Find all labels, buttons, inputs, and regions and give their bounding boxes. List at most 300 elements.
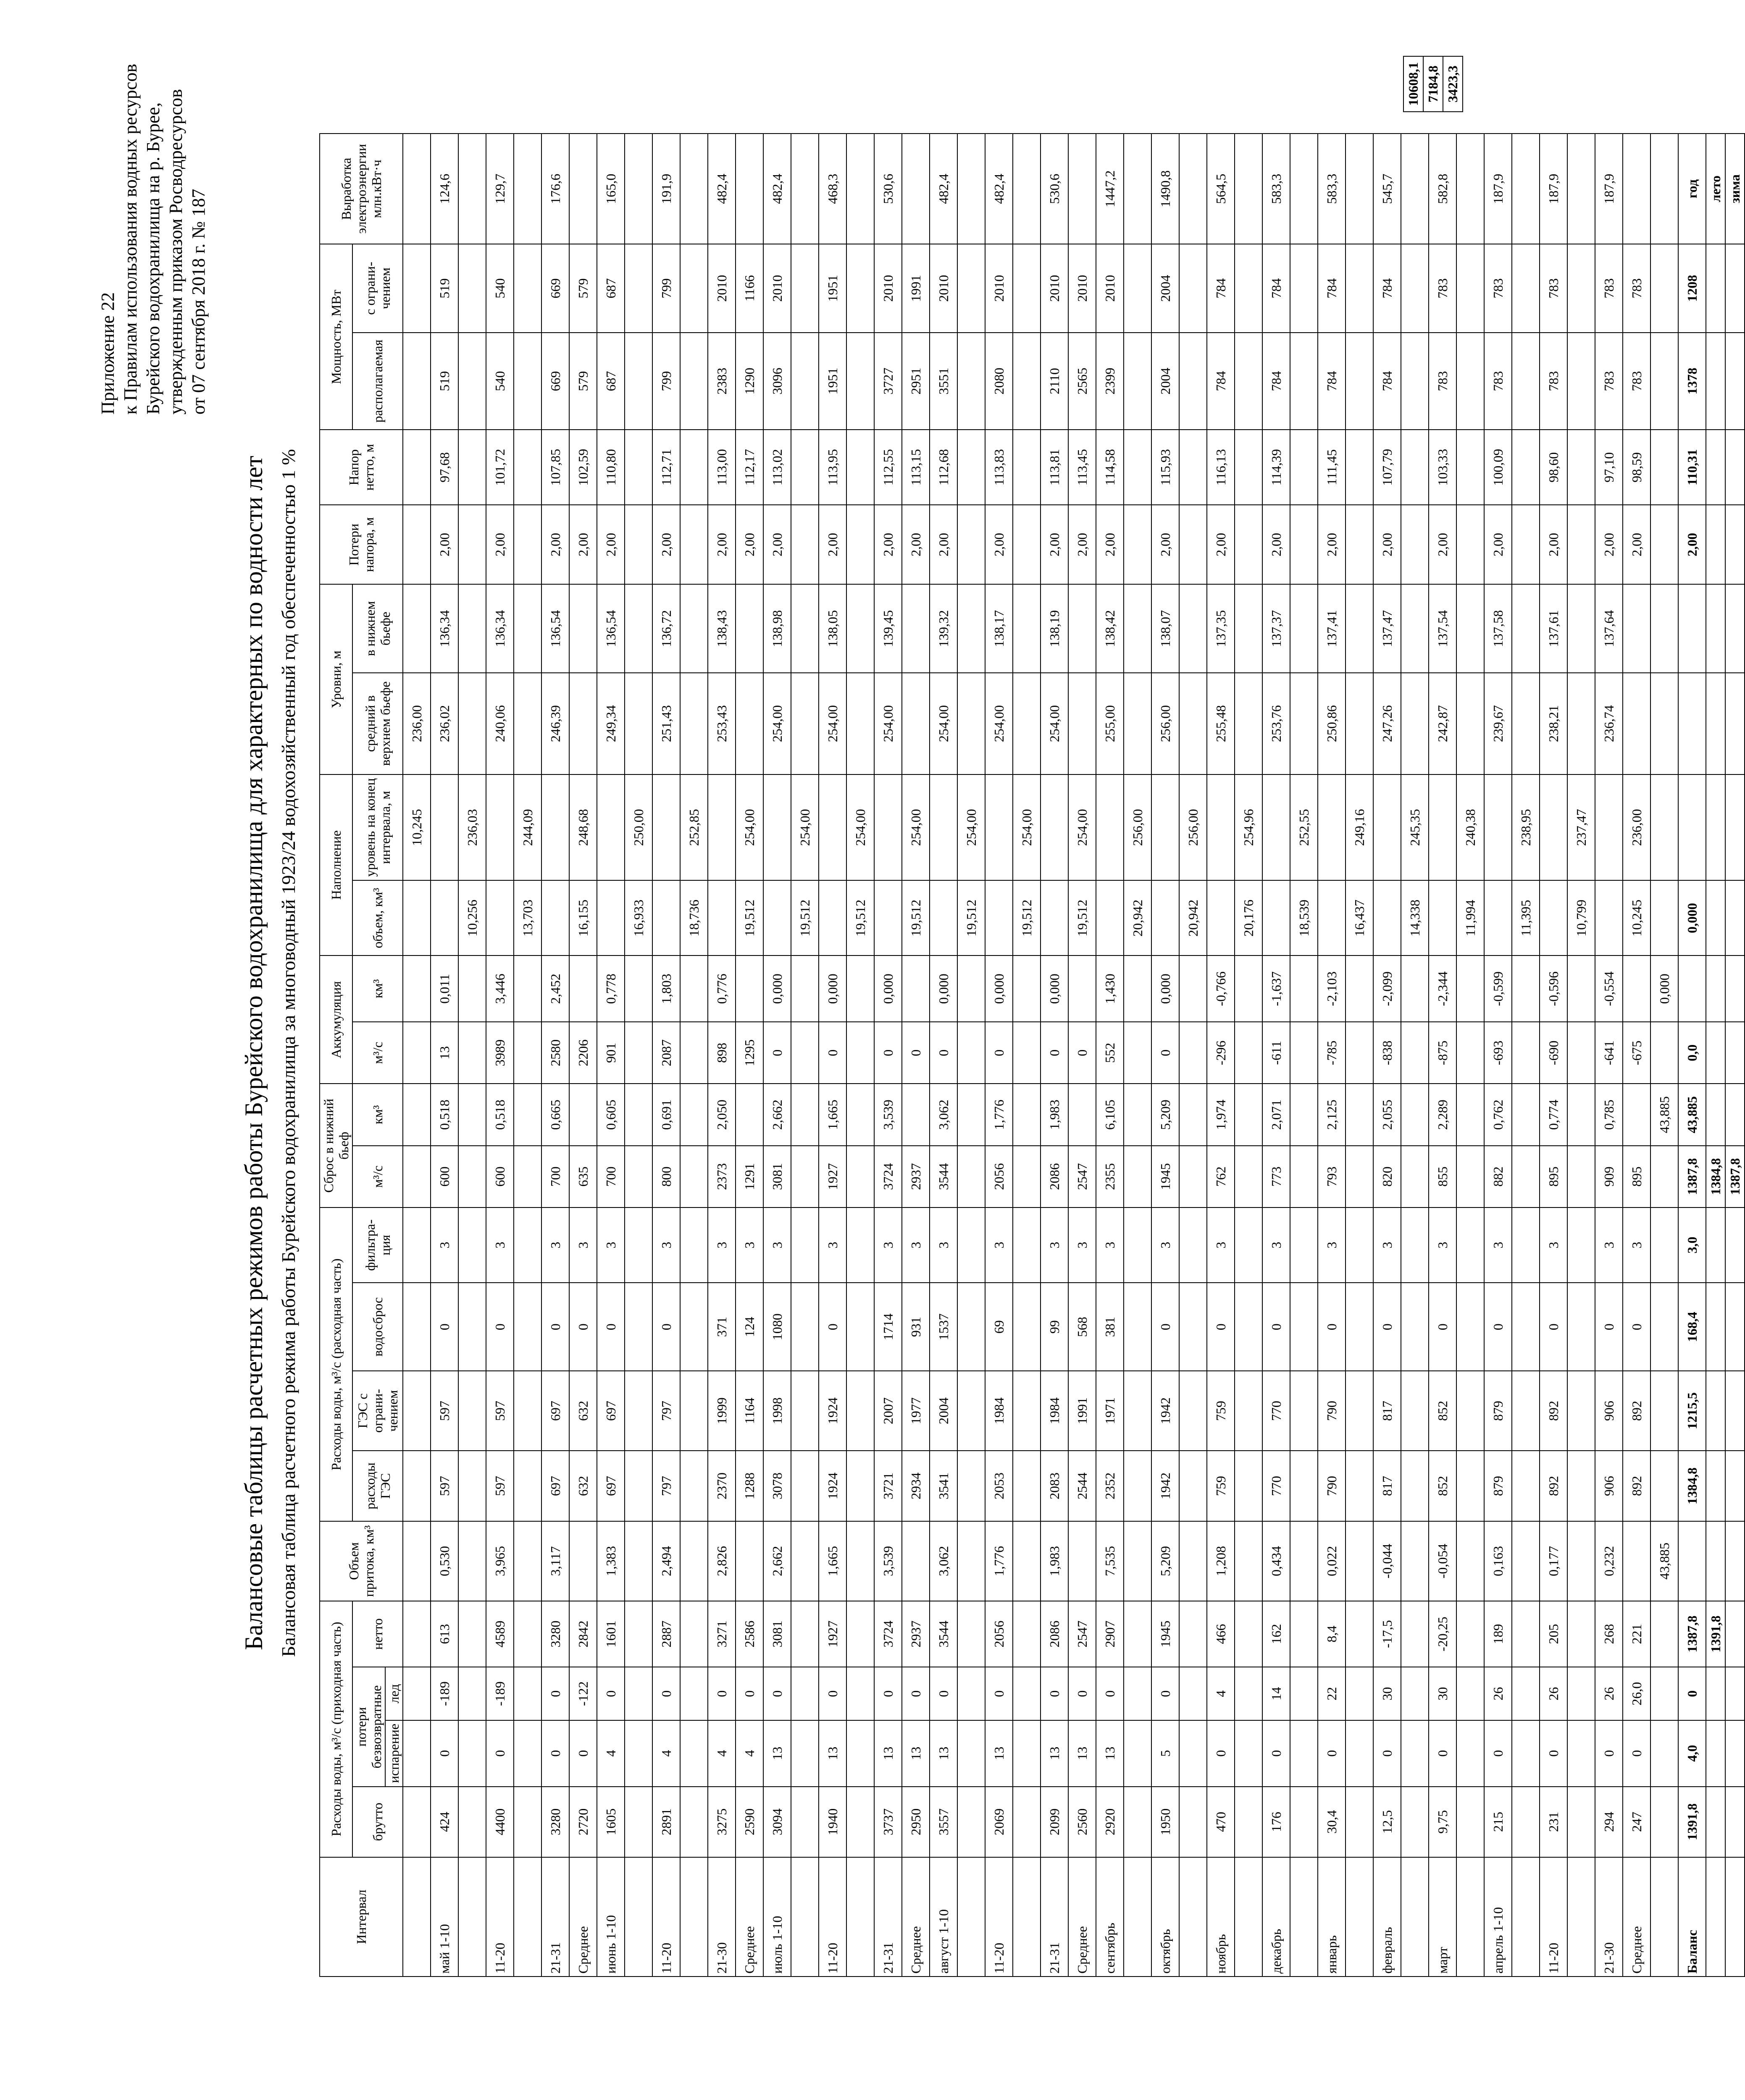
table-cell <box>514 505 541 584</box>
table-cell: 0,530 <box>431 1521 458 1601</box>
row-label: 11-20 <box>652 1857 680 1977</box>
table-cell <box>1567 430 1595 505</box>
table-cell: 2069 <box>985 1787 1013 1857</box>
table-cell: 2934 <box>902 1451 930 1521</box>
table-cell <box>1456 134 1484 244</box>
table-cell <box>1725 956 1745 1022</box>
table-cell: 1998 <box>763 1371 791 1450</box>
table-cell: 1945 <box>1151 1601 1179 1667</box>
header-brutto: брутто <box>352 1787 403 1857</box>
table-cell: 2399 <box>1096 333 1124 430</box>
row-label <box>625 1857 652 1977</box>
table-cell: 10,799 <box>1567 880 1595 956</box>
table-cell: 0 <box>763 1667 791 1720</box>
table-cell: 2383 <box>708 333 736 430</box>
table-cell <box>680 1787 708 1857</box>
table-cell <box>1650 1022 1678 1084</box>
table-row <box>1262 134 1290 1977</box>
table-cell: 3 <box>1207 1208 1235 1283</box>
total-year: 10608,1 <box>1403 56 1423 112</box>
table-cell: -2,099 <box>1373 956 1401 1022</box>
table-cell <box>846 673 874 774</box>
table-cell <box>1512 1667 1540 1720</box>
table-cell: 176 <box>1262 1787 1290 1857</box>
table-cell <box>1013 505 1041 584</box>
table-cell: 137,37 <box>1262 584 1290 672</box>
row-label <box>1235 1857 1262 1977</box>
table-cell <box>1290 1720 1318 1787</box>
table-cell <box>625 956 652 1022</box>
table-cell <box>1179 1371 1207 1450</box>
table-cell <box>957 134 985 244</box>
table-cell: 2,662 <box>763 1521 791 1601</box>
header-head-net: Напор нетто, м <box>320 430 403 505</box>
table-cell <box>625 1601 652 1667</box>
row-label: сентябрь <box>1096 1857 1124 1977</box>
table-cell: 3724 <box>874 1601 902 1667</box>
table-cell: 1940 <box>819 1787 846 1857</box>
table-cell: 597 <box>486 1451 514 1521</box>
table-cell: 2053 <box>985 1451 1013 1521</box>
table-cell <box>791 1601 819 1667</box>
table-cell <box>957 1084 985 1145</box>
row-label: 21-30 <box>1595 1857 1623 1977</box>
table-cell <box>1512 673 1540 774</box>
table-row <box>1290 134 1318 1977</box>
row-label: август 1-10 <box>930 1857 957 1977</box>
table-cell <box>1013 1084 1041 1145</box>
table-cell <box>1124 1787 1151 1857</box>
table-cell: 1977 <box>902 1371 930 1450</box>
table-cell <box>1456 1146 1484 1208</box>
table-cell: 371 <box>708 1283 736 1371</box>
table-cell: 0,022 <box>1318 1521 1346 1601</box>
table-cell: 2,00 <box>1623 505 1650 584</box>
table-cell: 124 <box>736 1283 763 1371</box>
table-cell: 1391,8 <box>1706 1601 1725 1667</box>
table-row <box>1373 134 1401 1977</box>
table-cell <box>1512 505 1540 584</box>
table-cell: -189 <box>486 1667 514 1720</box>
table-cell <box>625 1283 652 1371</box>
table-row <box>1512 134 1540 1977</box>
table-cell <box>1567 244 1595 332</box>
header-netto: нетто <box>352 1601 403 1667</box>
table-cell: 2,452 <box>541 956 569 1022</box>
table-cell: 254,00 <box>930 673 957 774</box>
table-cell: 1950 <box>1151 1787 1179 1857</box>
table-cell <box>458 673 486 774</box>
table-cell <box>1290 1521 1318 1601</box>
table-cell <box>1290 505 1318 584</box>
table-cell: 0 <box>486 1720 514 1787</box>
table-cell: 0,000 <box>1650 956 1678 1022</box>
table-cell <box>514 956 541 1022</box>
table-cell <box>458 1084 486 1145</box>
table-cell: 1,803 <box>652 956 680 1022</box>
table-cell: 892 <box>1623 1371 1650 1450</box>
table-cell: 4 <box>597 1720 625 1787</box>
table-cell: 221 <box>1623 1601 1650 1667</box>
table-cell: 0 <box>902 1667 930 1720</box>
table-cell <box>1235 333 1262 430</box>
table-cell: 2,00 <box>652 505 680 584</box>
table-cell: 0 <box>1207 1720 1235 1787</box>
table-cell <box>1124 584 1151 672</box>
table-cell: 13 <box>930 1720 957 1787</box>
table-cell <box>1179 956 1207 1022</box>
table-cell <box>458 584 486 672</box>
table-cell: 43,885 <box>1650 1521 1678 1601</box>
table-cell: 22 <box>1318 1667 1346 1720</box>
table-cell: 2,00 <box>819 505 846 584</box>
table-cell: 137,61 <box>1540 584 1567 672</box>
table-cell: 0 <box>1623 1283 1650 1371</box>
table-cell <box>403 956 431 1022</box>
table-cell <box>625 244 652 332</box>
table-cell: -296 <box>1207 1022 1235 1084</box>
table-cell <box>1124 1146 1151 1208</box>
table-cell: 2,00 <box>1373 505 1401 584</box>
table-cell: 3989 <box>486 1022 514 1084</box>
header-outflow-group: Расходы воды, м³/с (расходная часть) <box>320 1208 352 1521</box>
table-cell <box>680 1371 708 1450</box>
table-cell: 597 <box>486 1371 514 1450</box>
table-body <box>403 134 1745 1977</box>
table-cell: 0,778 <box>597 956 625 1022</box>
table-cell: 0,000 <box>874 956 902 1022</box>
table-cell <box>957 673 985 774</box>
row-label: 11-20 <box>486 1857 514 1977</box>
table-cell: 18,539 <box>1290 880 1318 956</box>
table-cell <box>1456 1022 1484 1084</box>
table-cell <box>1262 774 1290 881</box>
table-cell: 2,00 <box>541 505 569 584</box>
table-cell <box>1512 1283 1540 1371</box>
table-cell <box>625 333 652 430</box>
table-cell: -0,554 <box>1595 956 1623 1022</box>
table-row <box>652 134 680 1977</box>
total-winter: 3423,3 <box>1443 56 1463 112</box>
table-cell: 783 <box>1595 244 1623 332</box>
table-row <box>819 134 846 1977</box>
table-cell: 13 <box>431 1022 458 1084</box>
table-cell <box>1401 1451 1429 1521</box>
table-cell: 254,00 <box>985 673 1013 774</box>
table-cell: 137,58 <box>1484 584 1512 672</box>
table-cell: 1999 <box>708 1371 736 1450</box>
table-cell: 597 <box>431 1451 458 1521</box>
table-cell <box>680 1521 708 1601</box>
table-cell: 247 <box>1623 1787 1650 1857</box>
table-cell <box>736 1521 763 1601</box>
table-cell <box>514 1283 541 1371</box>
table-cell <box>1124 1601 1151 1667</box>
table-cell: 2,00 <box>1595 505 1623 584</box>
table-cell: 2010 <box>1096 244 1124 332</box>
table-cell <box>1179 1601 1207 1667</box>
table-cell: 540 <box>486 244 514 332</box>
table-cell <box>1235 505 1262 584</box>
row-label: 21-31 <box>541 1857 569 1977</box>
table-cell: 240,38 <box>1456 774 1484 881</box>
table-cell: 0,000 <box>1041 956 1068 1022</box>
table-cell: 19,512 <box>1013 880 1041 956</box>
table-cell <box>1595 880 1623 956</box>
energy-totals <box>1403 56 1463 112</box>
table-cell <box>403 134 431 244</box>
table-cell: 799 <box>652 244 680 332</box>
table-cell: 882 <box>1484 1146 1512 1208</box>
table-cell: 482,4 <box>930 134 957 244</box>
table-cell <box>514 1601 541 1667</box>
table-cell: 138,43 <box>708 584 736 672</box>
table-cell <box>957 1451 985 1521</box>
table-cell <box>625 1720 652 1787</box>
table-row <box>1540 134 1567 1977</box>
header-accum-group: Аккумуляция <box>320 956 352 1084</box>
table-cell: 568 <box>1068 1283 1096 1371</box>
table-cell: 2086 <box>1041 1601 1068 1667</box>
table-cell: 2004 <box>930 1371 957 1450</box>
table-cell: 113,00 <box>708 430 736 505</box>
table-cell: 0 <box>597 1283 625 1371</box>
table-cell <box>1456 244 1484 332</box>
table-cell: 110,80 <box>597 430 625 505</box>
table-cell <box>1567 1146 1595 1208</box>
table-cell <box>569 584 597 672</box>
table-cell: 13 <box>1096 1720 1124 1787</box>
table-cell: 249,34 <box>597 673 625 774</box>
table-cell: 2,494 <box>652 1521 680 1601</box>
table-cell: 770 <box>1262 1451 1290 1521</box>
table-cell: 0,605 <box>597 1084 625 1145</box>
table-cell <box>1401 1146 1429 1208</box>
table-cell: 2590 <box>736 1787 763 1857</box>
table-cell: 2937 <box>902 1146 930 1208</box>
table-cell: 0 <box>1096 1667 1124 1720</box>
table-cell <box>569 134 597 244</box>
table-cell: 1927 <box>819 1601 846 1667</box>
table-cell <box>1512 1521 1540 1601</box>
table-cell <box>1235 1146 1262 1208</box>
table-cell: 136,34 <box>431 584 458 672</box>
table-cell: 5,209 <box>1151 1084 1179 1145</box>
table-cell <box>1013 1208 1041 1283</box>
table-cell <box>1512 1601 1540 1667</box>
table-cell: -875 <box>1429 1022 1456 1084</box>
table-cell <box>1567 1720 1595 1787</box>
table-row <box>1318 134 1346 1977</box>
table-cell: 19,512 <box>736 880 763 956</box>
table-cell <box>625 1208 652 1283</box>
table-cell <box>1290 430 1318 505</box>
table-cell: 783 <box>1484 244 1512 332</box>
table-cell: 98,60 <box>1540 430 1567 505</box>
table-cell: 16,933 <box>625 880 652 956</box>
table-cell: 249,16 <box>1346 774 1373 881</box>
table-cell: 4 <box>652 1720 680 1787</box>
table-cell <box>1151 880 1179 956</box>
table-cell <box>625 1371 652 1450</box>
table-cell: 3,539 <box>874 1084 902 1145</box>
table-cell <box>1456 1084 1484 1145</box>
table-cell: 2,00 <box>930 505 957 584</box>
table-cell <box>1013 1451 1041 1521</box>
table-cell <box>1456 956 1484 1022</box>
table-cell: 4,0 <box>1678 1720 1706 1787</box>
table-cell: 129,7 <box>486 134 514 244</box>
table-cell: 3280 <box>541 1601 569 1667</box>
table-cell <box>1456 1720 1484 1787</box>
table-cell <box>1706 584 1725 672</box>
table-cell <box>514 430 541 505</box>
table-cell: 0 <box>930 1667 957 1720</box>
table-cell <box>1068 1084 1096 1145</box>
table-cell: 2007 <box>874 1371 902 1450</box>
table-cell: 99 <box>1041 1283 1068 1371</box>
row-label: октябрь <box>1151 1857 1179 1977</box>
table-cell <box>1401 333 1429 430</box>
table-cell: 0 <box>874 1667 902 1720</box>
table-cell: 0 <box>819 1667 846 1720</box>
table-cell <box>625 673 652 774</box>
table-cell: 1951 <box>819 244 846 332</box>
table-cell: 254,00 <box>763 673 791 774</box>
balance-season-row <box>1706 134 1725 1977</box>
table-cell <box>1290 1146 1318 1208</box>
table-cell: 0 <box>486 1283 514 1371</box>
table-cell <box>791 1787 819 1857</box>
table-cell <box>1013 584 1041 672</box>
table-cell <box>680 1283 708 1371</box>
row-label: Среднее <box>569 1857 597 1977</box>
table-cell <box>1623 1084 1650 1145</box>
table-cell: 136,72 <box>652 584 680 672</box>
table-cell <box>1706 333 1725 430</box>
table-cell <box>1013 1521 1041 1601</box>
table-cell <box>1346 1084 1373 1145</box>
table-cell <box>1678 584 1706 672</box>
table-cell: 892 <box>1540 1371 1567 1450</box>
table-cell <box>1706 1451 1725 1521</box>
table-cell <box>431 774 458 881</box>
table-row <box>1401 134 1429 1977</box>
table-row <box>1346 134 1373 1977</box>
table-cell <box>458 505 486 584</box>
table-cell: 800 <box>652 1146 680 1208</box>
table-cell: 251,43 <box>652 673 680 774</box>
table-cell: 101,72 <box>486 430 514 505</box>
table-cell: 2720 <box>569 1787 597 1857</box>
table-cell <box>1346 1787 1373 1857</box>
table-row <box>403 134 431 1977</box>
table-cell: -693 <box>1484 1022 1512 1084</box>
header-inflow-group: Расходы воды, м³/с (приходная часть) <box>320 1601 352 1857</box>
table-cell: 3 <box>1595 1208 1623 1283</box>
table-cell: 107,79 <box>1373 430 1401 505</box>
row-label <box>680 1857 708 1977</box>
table-cell: 424 <box>431 1787 458 1857</box>
table-cell: 0 <box>1262 1720 1290 1787</box>
table-cell <box>791 430 819 505</box>
header-head-loss: Потери напора, м <box>320 505 403 584</box>
table-cell <box>458 1146 486 1208</box>
table-cell <box>1235 673 1262 774</box>
table-cell: 0 <box>431 1283 458 1371</box>
table-cell: 97,68 <box>431 430 458 505</box>
table-cell <box>846 1371 874 1450</box>
table-cell: 2087 <box>652 1022 680 1084</box>
table-cell: 2206 <box>569 1022 597 1084</box>
table-cell: 43,885 <box>1678 1084 1706 1145</box>
table-cell: 256,00 <box>1179 774 1207 881</box>
table-cell: 0,776 <box>708 956 736 1022</box>
table-cell: 1,208 <box>1207 1521 1235 1601</box>
table-cell <box>1124 1283 1151 1371</box>
table-cell <box>736 584 763 672</box>
table-cell: 103,33 <box>1429 430 1456 505</box>
table-cell <box>791 1521 819 1601</box>
header-accum-m3s: м³/с <box>352 1022 403 1084</box>
table-cell: 2370 <box>708 1451 736 1521</box>
table-cell: 139,45 <box>874 584 902 672</box>
table-cell: 239,67 <box>1484 673 1512 774</box>
table-cell <box>1512 1146 1540 1208</box>
table-cell: 817 <box>1373 1451 1401 1521</box>
table-cell: 3724 <box>874 1146 902 1208</box>
table-cell <box>1179 505 1207 584</box>
table-cell: 2,00 <box>1678 505 1706 584</box>
page-title: Балансовые таблицы расчетных режимов работы Бурейского водохранилища для характерных по водности лет <box>240 455 268 1651</box>
table-cell <box>625 1667 652 1720</box>
table-cell: 254,00 <box>819 673 846 774</box>
row-label <box>957 1857 985 1977</box>
table-cell <box>902 956 930 1022</box>
table-cell <box>819 880 846 956</box>
table-cell <box>1650 1601 1678 1667</box>
table-cell <box>1650 430 1678 505</box>
table-cell: 1924 <box>819 1451 846 1521</box>
table-cell <box>1725 1601 1745 1667</box>
table-cell <box>846 1022 874 1084</box>
table-cell: 3,446 <box>486 956 514 1022</box>
table-cell <box>763 880 791 956</box>
table-row <box>1623 134 1650 1977</box>
table-cell <box>1290 1371 1318 1450</box>
table-cell <box>514 1451 541 1521</box>
table-cell <box>791 956 819 1022</box>
row-label: 21-31 <box>1041 1857 1068 1977</box>
table-cell <box>1235 1371 1262 1450</box>
header-evaporation: испарение <box>385 1720 403 1787</box>
table-cell <box>1512 134 1540 244</box>
table-cell: 0 <box>874 1022 902 1084</box>
table-cell <box>403 1787 431 1857</box>
table-cell <box>1650 880 1678 956</box>
table-cell: -611 <box>1262 1022 1290 1084</box>
appendix-line: Приложение 22 <box>97 292 118 415</box>
table-cell <box>403 1451 431 1521</box>
table-cell <box>1678 673 1706 774</box>
table-cell <box>458 1371 486 1450</box>
header-inflow-volume: Объем притока, км³ <box>320 1521 403 1601</box>
table-cell: 2891 <box>652 1787 680 1857</box>
table-cell: 191,9 <box>652 134 680 244</box>
table-cell <box>1179 584 1207 672</box>
row-label <box>1124 1857 1151 1977</box>
table-cell <box>514 1084 541 1145</box>
